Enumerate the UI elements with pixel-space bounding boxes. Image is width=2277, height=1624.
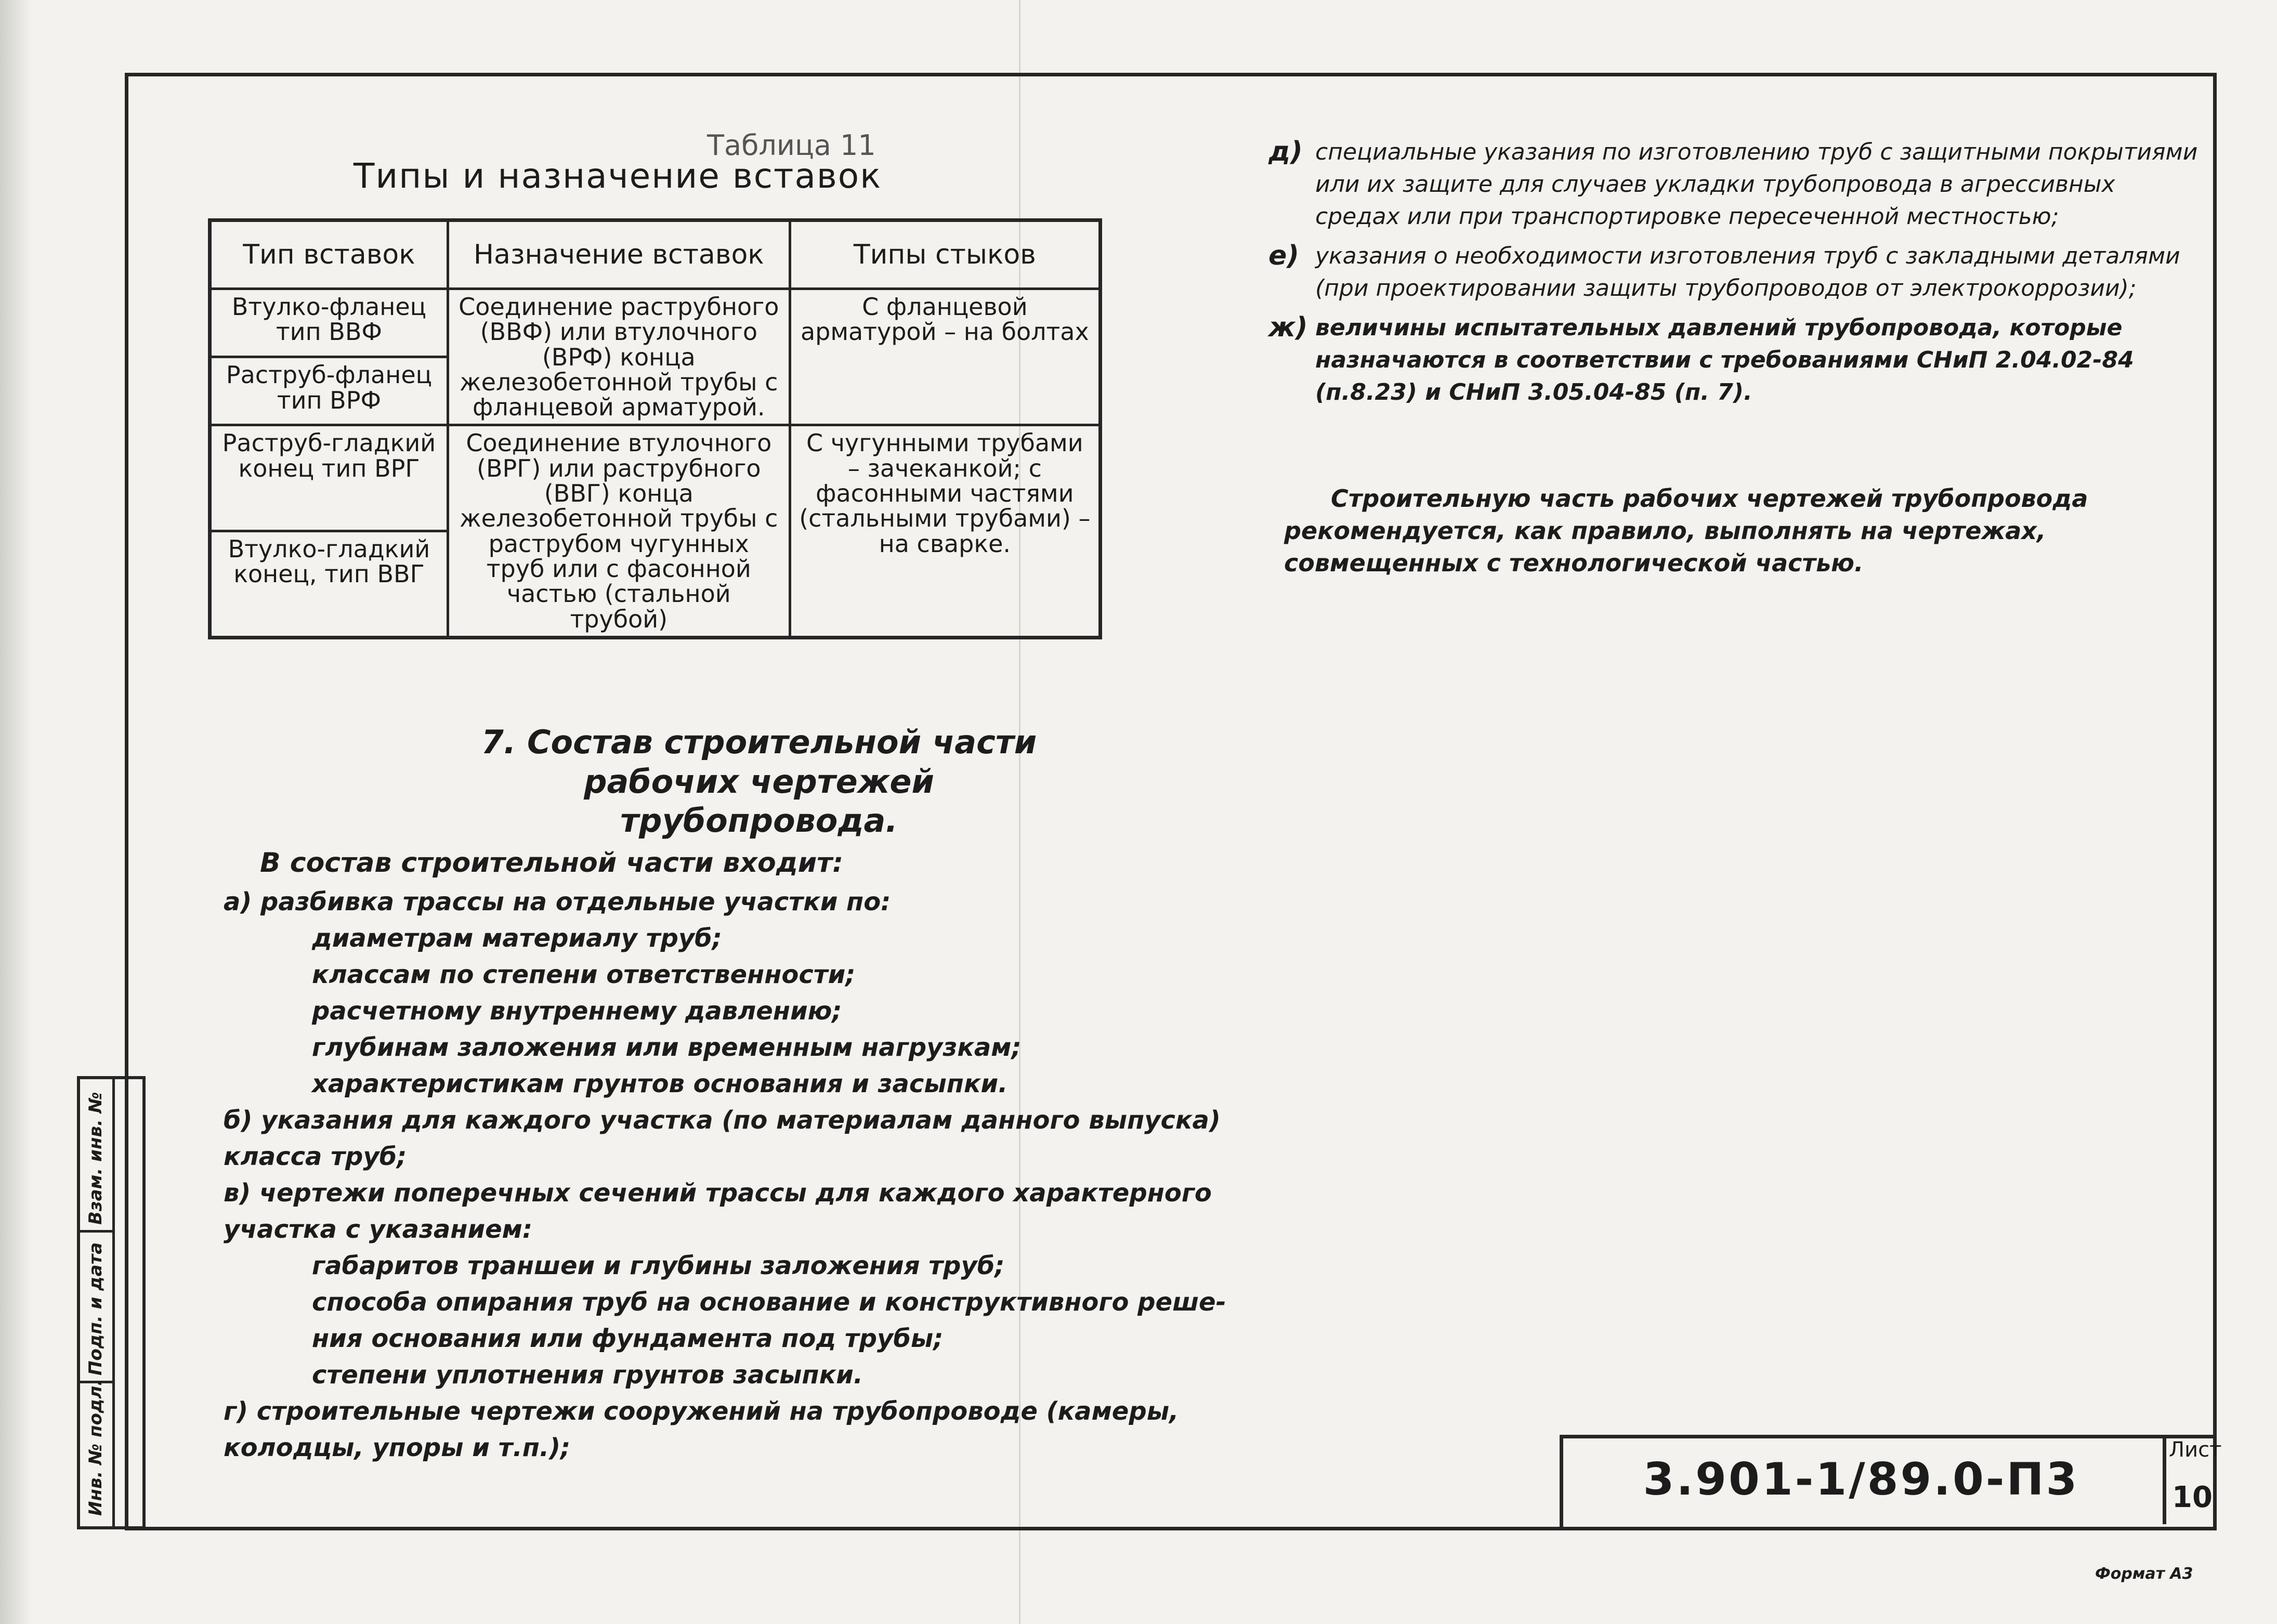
- insert-purpose-cell: Соединение втулочного (ВРГ) или раструбного (ВВГ) конца железобетонной трубы с раструбом чугунных труб или с фасонной частью (стальной трубой): [448, 425, 790, 637]
- item-marker: ж): [1268, 312, 1308, 343]
- list-item: а) разбивка трассы на отдельные участки по:: [224, 887, 891, 916]
- insert-type-cell: Втулко-фланец тип ВВФ: [210, 289, 448, 357]
- column-header: Типы стыков: [790, 220, 1100, 289]
- stamp-cell: [80, 1230, 112, 1383]
- list-item: ния основания или фундамента под трубы;: [312, 1324, 944, 1353]
- stamp-label: Взам. инв. №: [85, 1092, 106, 1225]
- stamp-label: Подп. и дата: [85, 1242, 106, 1376]
- item-text: указания о необходимости изготовления труб с закладными деталями (при проектировании защиты трубопроводов от электрокоррозии);: [1315, 243, 2180, 302]
- list-item: классам по степени ответственности;: [312, 960, 856, 989]
- right-list-item: [1268, 136, 2199, 233]
- table-title: Типы и назначение вставок: [354, 156, 882, 196]
- insert-type-cell: Втулко-гладкий конец, тип ВВГ: [210, 531, 448, 637]
- item-text: величины испытательных давлений трубопровода, которые назначаются в соответствии с требованиями СНиП 2.04.02-84 (п.8.23) и СНиП 3.05.04-85 (п. 7).: [1315, 315, 2134, 405]
- list-item: участка с указанием:: [224, 1215, 533, 1244]
- right-list-item: [1268, 240, 2199, 305]
- list-item: степени уплотнения грунтов засыпки.: [312, 1360, 863, 1390]
- stamp-cell: [80, 1381, 112, 1521]
- side-stamp: [77, 1076, 146, 1529]
- inserts-table: [208, 218, 1102, 639]
- table-label: Таблица 11: [707, 129, 876, 162]
- right-list-item: [1268, 312, 2199, 409]
- stamp-label: Инв. № подл.: [85, 1379, 106, 1516]
- joint-type-cell: С чугунными трубами – зачеканкой; с фасонными частями (стальными трубами) – на сварке.: [790, 425, 1100, 637]
- list-item: г) строительные чертежи сооружений на трубопроводе (камеры,: [224, 1397, 1179, 1426]
- section-intro: В состав строительной части входит:: [260, 847, 844, 879]
- list-item: расчетному внутреннему давлению;: [312, 997, 842, 1026]
- document-code: 3.901-1/89.0-П3: [1643, 1453, 2079, 1505]
- insert-type-cell: Раструб-фланец тип ВРФ: [210, 357, 448, 425]
- list-item: диаметрам материалу труб;: [312, 924, 722, 953]
- stamp-divider: [112, 1079, 115, 1526]
- list-item: габаритов траншеи и глубины заложения труб;: [312, 1251, 1005, 1280]
- insert-purpose-cell: Соединение раструбного (ВВФ) или втулочного (ВРФ) конца железобетонной трубы с фланцевой арматурой.: [448, 289, 790, 425]
- column-header: Тип вставок: [210, 220, 448, 289]
- list-item: глубинам заложения или временным нагрузкам;: [312, 1033, 1022, 1062]
- sheet-label: Лист: [2169, 1438, 2222, 1462]
- stamp-cell: [80, 1079, 112, 1233]
- item-marker: д): [1268, 136, 1303, 167]
- list-item: класса труб;: [224, 1142, 407, 1171]
- format-label: Формат А3: [2095, 1565, 2193, 1583]
- section-list: [224, 884, 1263, 1466]
- column-header: Назначение вставок: [448, 220, 790, 289]
- table-row: [210, 289, 1101, 357]
- table-row: [210, 425, 1101, 531]
- list-item: способа опирания труб на основание и конструктивного реше-: [312, 1288, 1226, 1317]
- list-item: в) чертежи поперечных сечений трассы для каждого характерного: [224, 1178, 1212, 1208]
- item-marker: е): [1268, 240, 1300, 271]
- recommendation-paragraph: Строительную часть рабочих чертежей трубопровода рекомендуется, как правило, выполнять на чертежах, совмещенных с технологической частью.: [1284, 484, 2088, 577]
- section-title: [447, 723, 1071, 841]
- insert-type-cell: Раструб-гладкий конец тип ВРГ: [210, 425, 448, 531]
- list-item: б) указания для каждого участка (по материалам данного выпуска): [224, 1106, 1221, 1135]
- right-column-list: [1268, 136, 2199, 416]
- scan-edge: [0, 0, 31, 1624]
- table-header-row: [210, 220, 1101, 289]
- sheet-number: 10: [2172, 1481, 2213, 1514]
- section-title-line: 7. Состав строительной части: [481, 723, 1037, 761]
- list-item: колодцы, упоры и т.п.);: [224, 1433, 571, 1462]
- section-title-line: рабочих чертежей трубопровода.: [584, 762, 934, 840]
- list-item: характеристикам грунтов основания и засыпки.: [312, 1069, 1008, 1098]
- item-text: специальные указания по изготовлению труб с защитными покрытиями или их защите для случаев укладки трубопровода в агрессивных средах или при транспортировке пересеченной местностью;: [1315, 139, 2198, 230]
- joint-type-cell: С фланцевой арматурой – на болтах: [790, 289, 1100, 425]
